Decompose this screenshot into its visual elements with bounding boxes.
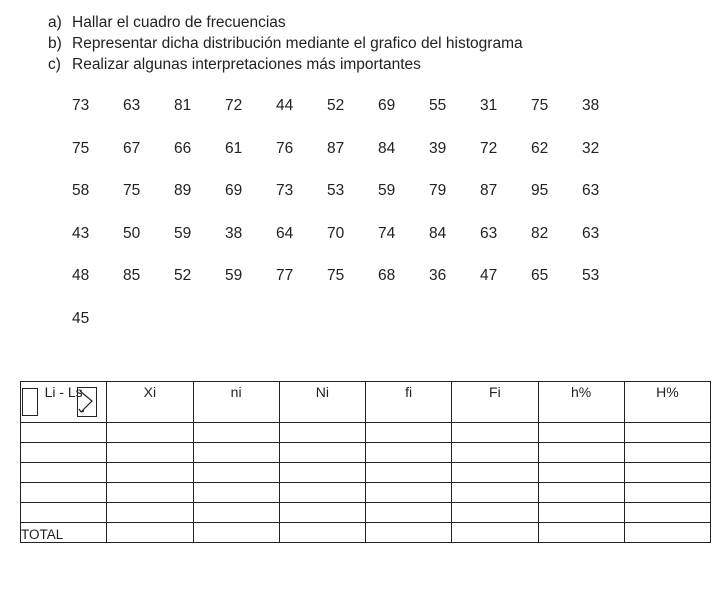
table-row — [21, 483, 711, 503]
table-cell[interactable] — [538, 503, 624, 523]
data-value: 77 — [276, 267, 294, 284]
data-value: 61 — [225, 139, 243, 157]
table-cell[interactable] — [538, 443, 624, 463]
header-cell: ni — [193, 382, 279, 423]
header-label: Li - Ls — [44, 384, 83, 400]
data-value: 38 — [582, 97, 600, 114]
data-value: 73 — [276, 182, 294, 199]
data-value: 62 — [531, 139, 549, 157]
data-value: 31 — [480, 97, 498, 114]
table-cell[interactable] — [21, 463, 107, 483]
data-value: 48 — [72, 267, 90, 284]
data-value: 63 — [480, 224, 498, 242]
header-cell: h% — [538, 382, 624, 423]
data-row — [72, 97, 633, 140]
header-cell — [21, 382, 107, 423]
data-value: 55 — [429, 97, 447, 114]
table-cell[interactable] — [538, 483, 624, 503]
data-value: 69 — [378, 97, 396, 114]
table-cell[interactable] — [279, 503, 365, 523]
table-cell[interactable] — [107, 423, 193, 443]
table-row — [21, 423, 711, 443]
task-list — [48, 12, 523, 75]
data-value: 95 — [531, 182, 549, 199]
data-value: 63 — [582, 182, 600, 199]
data-value: 72 — [225, 97, 243, 114]
table-cell[interactable] — [193, 423, 279, 443]
task-letter: a) — [48, 14, 62, 31]
data-value: 39 — [429, 139, 447, 157]
data-value: 87 — [480, 182, 498, 199]
table-cell[interactable] — [279, 443, 365, 463]
data-value: 59 — [225, 267, 243, 284]
data-row — [72, 182, 633, 225]
table-cell[interactable] — [452, 463, 538, 483]
total-label: TOTAL — [21, 523, 107, 543]
table-cell[interactable] — [452, 423, 538, 443]
data-value: 58 — [72, 182, 90, 199]
data-value: 52 — [174, 267, 192, 284]
data-value: 63 — [582, 224, 600, 242]
table-cell[interactable] — [624, 503, 710, 523]
data-row — [72, 225, 633, 268]
table-cell[interactable] — [366, 423, 452, 443]
data-value: 43 — [72, 224, 90, 242]
data-value: 53 — [582, 267, 600, 284]
table-cell[interactable] — [193, 443, 279, 463]
frequency-table — [20, 381, 711, 543]
table-cell[interactable] — [279, 463, 365, 483]
table-cell[interactable] — [624, 423, 710, 443]
task-text: Realizar algunas interpretaciones más importantes — [72, 56, 421, 73]
data-value: 73 — [72, 97, 90, 114]
data-value: 38 — [225, 224, 243, 242]
checkbox-icon — [22, 388, 38, 416]
table-cell[interactable] — [624, 463, 710, 483]
task-text: Hallar el cuadro de frecuencias — [72, 14, 286, 31]
data-value: 59 — [378, 182, 396, 199]
data-value: 82 — [531, 224, 549, 242]
table-cell[interactable] — [538, 423, 624, 443]
data-value: 63 — [123, 97, 141, 114]
header-cell: H% — [624, 382, 710, 423]
data-value: 47 — [480, 267, 498, 284]
table-cell[interactable] — [624, 483, 710, 503]
data-values-grid — [72, 97, 633, 352]
table-cell[interactable] — [107, 463, 193, 483]
data-value: 67 — [123, 139, 141, 157]
table-cell[interactable] — [452, 523, 538, 543]
header-cell: Ni — [279, 382, 365, 423]
data-value: 87 — [327, 139, 345, 157]
table-cell[interactable] — [107, 483, 193, 503]
data-value: 75 — [531, 97, 549, 114]
table-cell[interactable] — [624, 443, 710, 463]
data-value: 32 — [582, 139, 600, 157]
table-cell[interactable] — [193, 463, 279, 483]
data-value: 84 — [429, 224, 447, 242]
table-row — [21, 503, 711, 523]
arrow-icon — [77, 387, 97, 417]
table-cell[interactable] — [21, 423, 107, 443]
total-row — [21, 523, 711, 543]
data-value: 66 — [174, 139, 192, 157]
table-row — [21, 443, 711, 463]
task-text: Representar dicha distribución mediante el grafico del histograma — [72, 35, 523, 52]
data-value: 75 — [327, 267, 345, 284]
data-value: 36 — [429, 267, 447, 284]
data-value: 64 — [276, 224, 294, 242]
table-cell[interactable] — [193, 523, 279, 543]
data-value: 81 — [174, 97, 192, 114]
table-cell[interactable] — [624, 523, 710, 543]
task-item — [48, 54, 523, 75]
data-value: 50 — [123, 224, 141, 242]
task-item — [48, 33, 523, 54]
table-cell[interactable] — [366, 503, 452, 523]
data-value: 75 — [72, 139, 90, 157]
data-value: 59 — [174, 224, 192, 242]
data-value: 70 — [327, 224, 345, 242]
table-cell[interactable] — [366, 443, 452, 463]
table-cell[interactable] — [366, 463, 452, 483]
table-cell[interactable] — [279, 423, 365, 443]
table-cell[interactable] — [107, 503, 193, 523]
data-value: 68 — [378, 267, 396, 284]
table-cell[interactable] — [452, 443, 538, 463]
table-cell[interactable] — [538, 523, 624, 543]
table-cell[interactable] — [107, 523, 193, 543]
data-value: 79 — [429, 182, 447, 199]
data-value: 89 — [174, 182, 192, 199]
table-cell[interactable] — [193, 483, 279, 503]
data-row — [72, 140, 633, 183]
data-value: 74 — [378, 224, 396, 242]
data-value: 85 — [123, 267, 141, 284]
table-cell[interactable] — [193, 503, 279, 523]
data-value: 65 — [531, 267, 549, 284]
table-cell[interactable] — [21, 443, 107, 463]
table-cell[interactable] — [366, 523, 452, 543]
header-cell: fi — [366, 382, 452, 423]
table-cell[interactable] — [452, 503, 538, 523]
table-cell[interactable] — [452, 483, 538, 503]
task-item — [48, 12, 523, 33]
data-row — [72, 267, 633, 310]
table-cell[interactable] — [538, 463, 624, 483]
table-cell[interactable] — [21, 503, 107, 523]
task-letter: c) — [48, 56, 61, 73]
table-row — [21, 463, 711, 483]
data-value: 45 — [72, 309, 90, 327]
data-value: 44 — [276, 97, 294, 114]
header-cell: Xi — [107, 382, 193, 423]
table-cell[interactable] — [107, 443, 193, 463]
data-value: 72 — [480, 139, 498, 157]
table-header-row — [21, 382, 711, 423]
table-cell[interactable] — [366, 483, 452, 503]
header-cell: Fi — [452, 382, 538, 423]
table-body — [21, 423, 711, 543]
data-value: 53 — [327, 182, 345, 199]
data-row — [72, 310, 633, 353]
data-value: 76 — [276, 139, 294, 157]
data-value: 69 — [225, 182, 243, 199]
data-value: 52 — [327, 97, 345, 114]
table-cell[interactable] — [21, 483, 107, 503]
task-letter: b) — [48, 35, 62, 52]
table-cell[interactable] — [279, 483, 365, 503]
data-value: 75 — [123, 182, 141, 199]
table-cell[interactable] — [279, 523, 365, 543]
data-value: 84 — [378, 139, 396, 157]
